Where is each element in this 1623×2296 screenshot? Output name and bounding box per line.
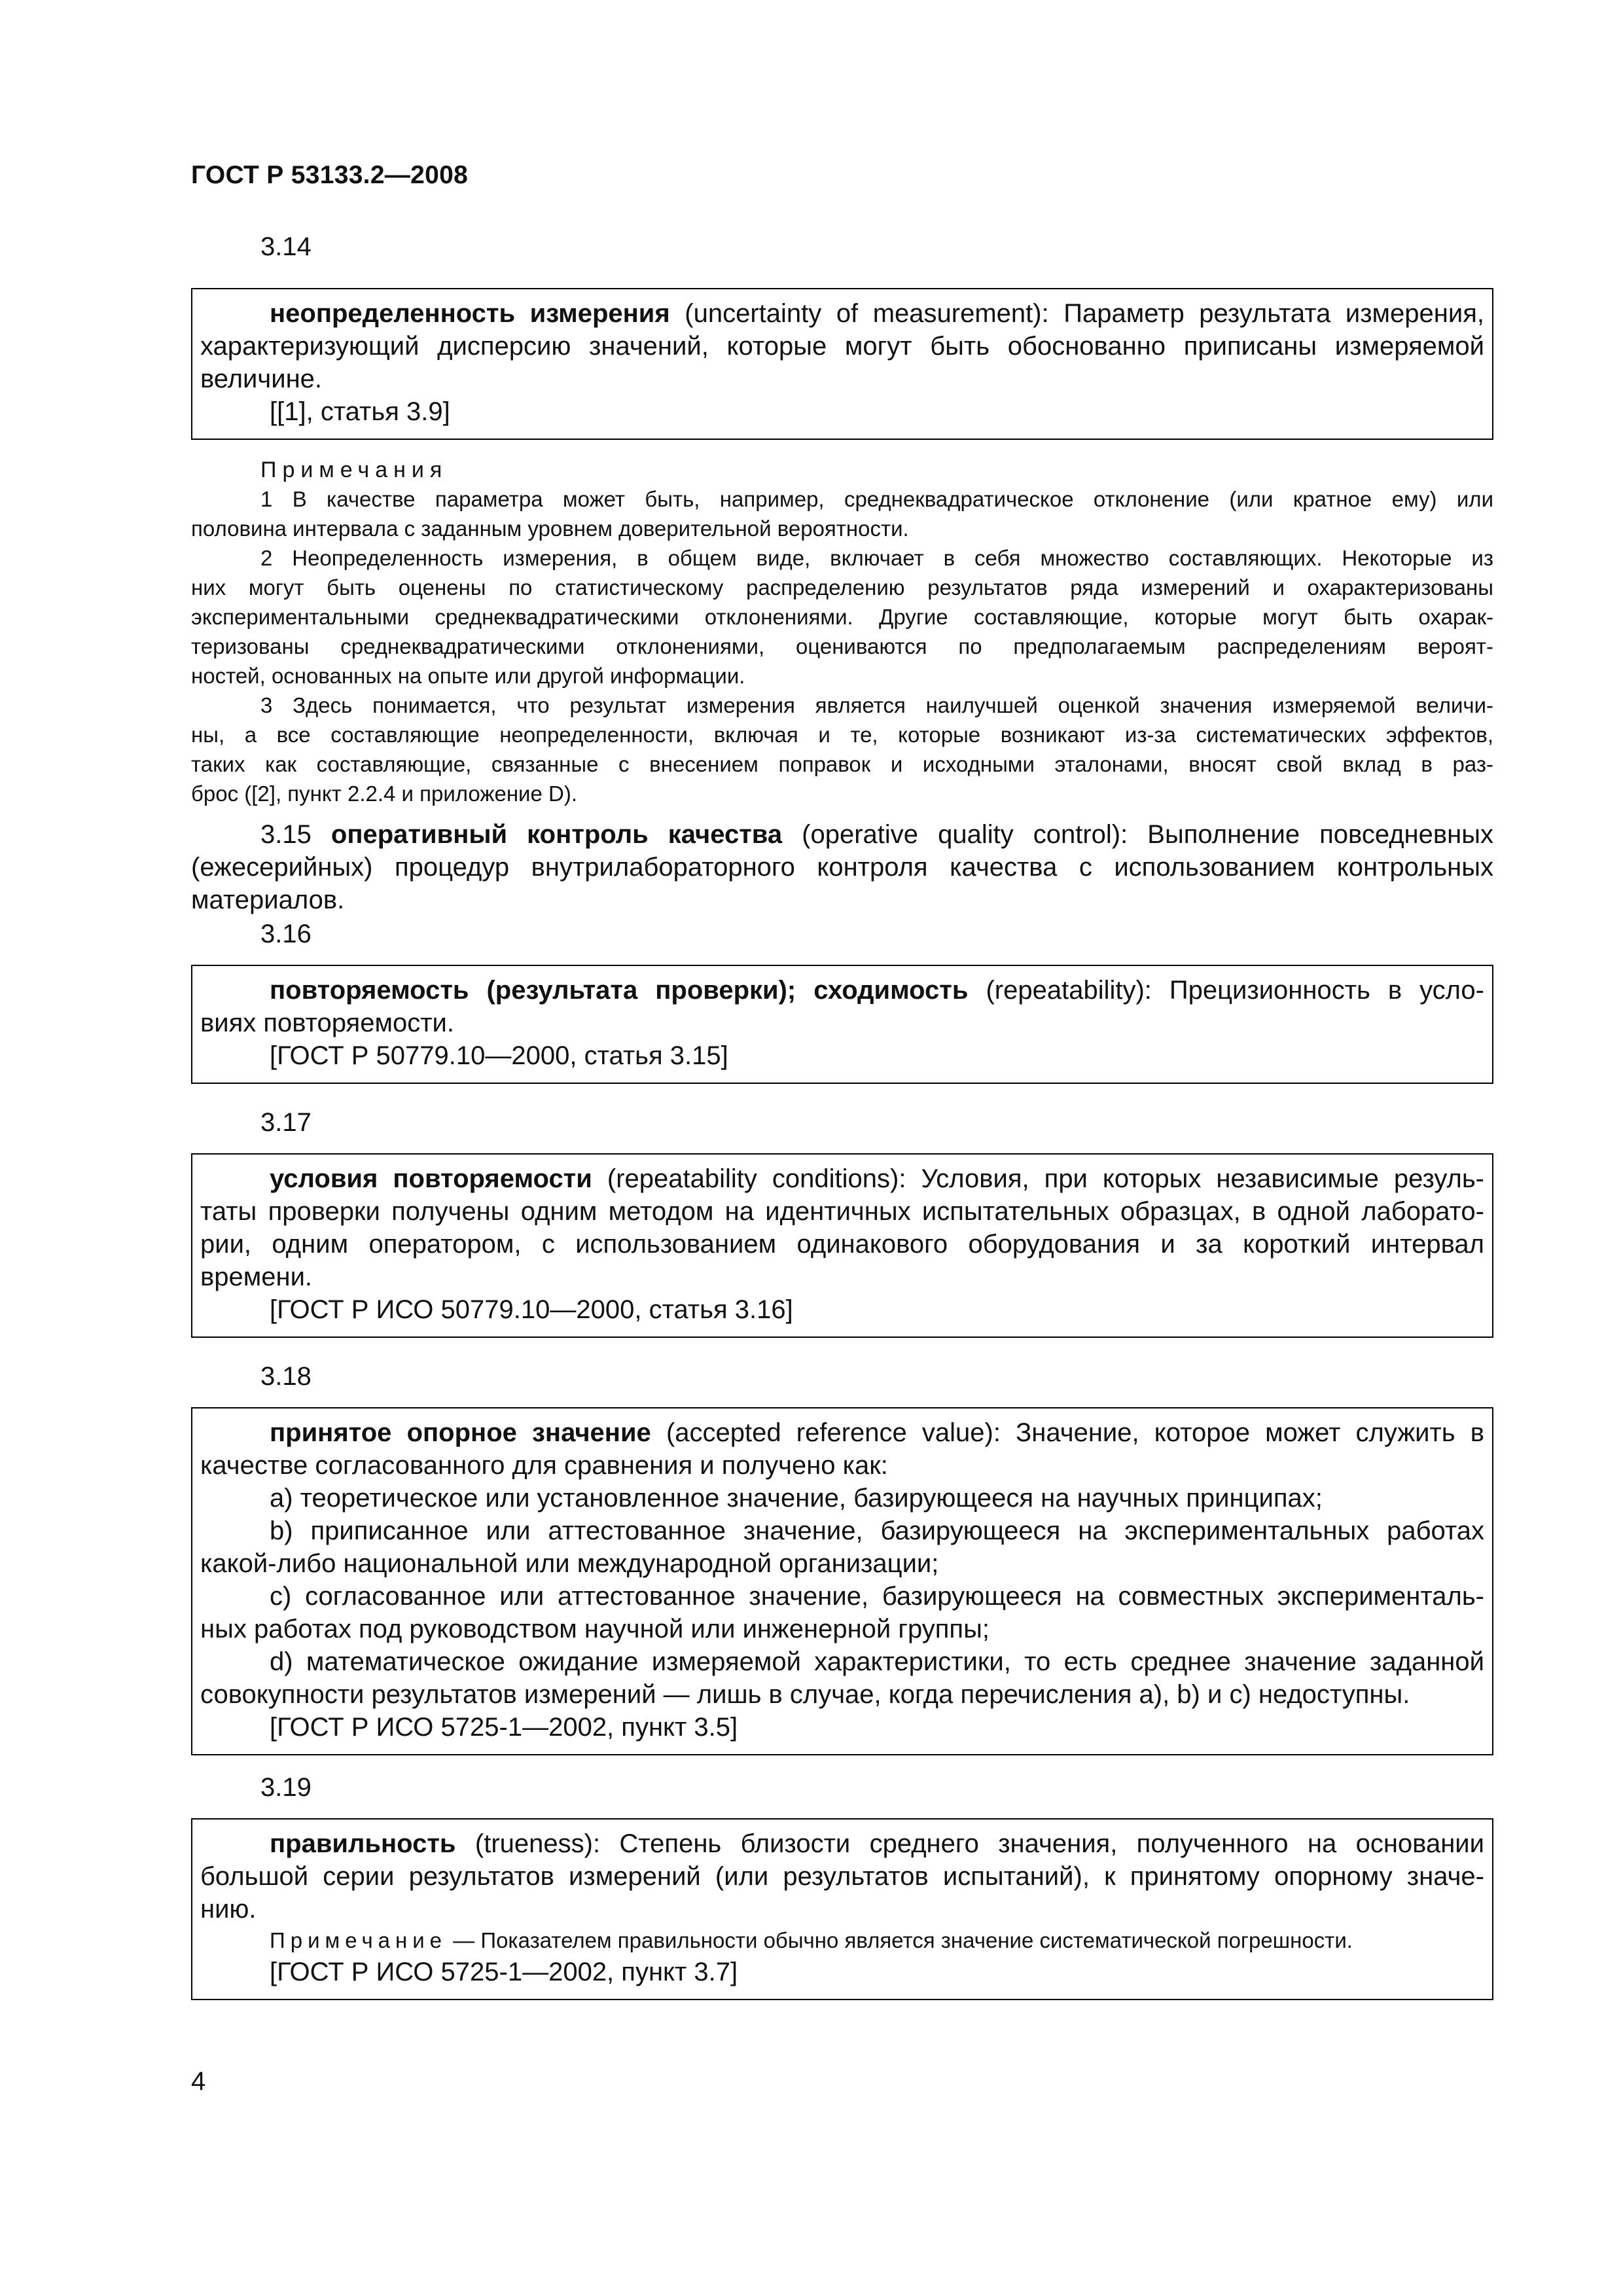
enumeration-item: c) согласованное или аттестованное значение, базирующееся на совместных эксперименталь- [270, 1582, 1484, 1611]
note-line: брос ([2], пункт 2.2.4 и приложение D). [191, 781, 578, 806]
definition-box [191, 1818, 1493, 2000]
section-number: 3.17 [260, 1108, 312, 1137]
definition-line: повторяемость (результата проверки); сходимость (repeatability): Прецизионность в усло- [270, 976, 1484, 1005]
notes-title: Примечания [260, 457, 448, 482]
section-number: 3.16 [260, 920, 312, 948]
note-line: половина интервала с заданным уровнем доверительной вероятности. [191, 516, 909, 541]
source-reference: [ГОСТ Р ИСО 5725-1—2002, пункт 3.7] [270, 1958, 738, 1986]
term-name: принятое опорное значение [270, 1418, 651, 1447]
note-line: ностей, основанных на опыте или другой информации. [191, 664, 745, 688]
section-number: 3.15 [260, 820, 312, 849]
definition-line: таты проверки получены одним методом на идентичных испытательных образцах, в одной лаборато- [200, 1197, 1484, 1226]
section-3-18 [191, 1360, 1493, 1755]
term-name: повторяемость (результата проверки); сходимость [270, 976, 969, 1005]
section-3-16 [191, 918, 1493, 1084]
document-header: ГОСТ Р 53133.2—2008 [191, 161, 469, 189]
source-reference: [ГОСТ Р ИСО 50779.10—2000, статья 3.16] [270, 1295, 793, 1324]
definition-line: правильность (trueness): Степень близости среднего значения, полученного на основании [270, 1829, 1484, 1858]
definition-box [191, 965, 1493, 1084]
section-number: 3.14 [260, 232, 312, 261]
definition-box [191, 288, 1493, 440]
definition-line: величине. [200, 365, 323, 393]
note-line: 1 В качестве параметра может быть, например, среднеквадратическое отклонение (или кратное ему) или [260, 487, 1493, 511]
definition-line: принятое опорное значение (accepted reference value): Значение, которое может служить в [270, 1418, 1484, 1447]
section-number: 3.19 [260, 1773, 312, 1802]
source-reference: [ГОСТ Р ИСО 5725-1—2002, пункт 3.5] [270, 1713, 738, 1742]
note-line: теризованы среднеквадратическими отклонениями, оцениваются по предполагаемым распределениям вероят- [191, 634, 1493, 658]
note-line: экспериментальными среднеквадратическими отклонениями. Другие составляющие, которые могут быть охарак- [191, 605, 1493, 629]
section-3-14 [191, 230, 1493, 440]
definition-line: качестве согласованного для сравнения и получено как: [200, 1451, 888, 1480]
notes-block [191, 456, 1493, 808]
inline-note: Примечание — Показателем правильности обычно является значение систематической погрешности. [270, 1928, 1353, 1952]
term-name: оперативный контроль качества [330, 820, 783, 849]
section-3-17 [191, 1106, 1493, 1338]
definition-box [191, 1407, 1493, 1755]
note-label: Примечание [270, 1928, 448, 1952]
section-number: 3.18 [260, 1362, 312, 1391]
term-name: условия повторяемости [270, 1164, 592, 1193]
section-3-15 [191, 818, 1493, 916]
definition-line: условия повторяемости (repeatability conditions): Условия, при которых независимые резуль- [270, 1164, 1484, 1193]
note-line: ны, а все составляющие неопределенности, включая и те, которые возникают из-за систематических эффектов, [191, 723, 1493, 747]
enumeration-item: b) приписанное или аттестованное значение, базирующееся на экспериментальных работах [270, 1516, 1484, 1545]
note-line: 3 Здесь понимается, что результат измерения является наилучшей оценкой значения измеряемой величи- [260, 693, 1493, 717]
definition-line: материалов. [191, 886, 345, 914]
enumeration-item-cont: совокупности результатов измерений — лишь в случае, когда перечисления a), b) и c) недоступны. [200, 1680, 1410, 1709]
enumeration-item: a) теоретическое или установленное значение, базирующееся на научных принципах; [270, 1484, 1323, 1513]
enumeration-item: d) математическое ожидание измеряемой характеристики, то есть среднее значение заданной [270, 1647, 1484, 1676]
enumeration-item-cont: какой-либо национальной или международной организации; [200, 1549, 939, 1578]
definition-line: неопределенность измерения (uncertainty of measurement): Параметр результата измерения, [270, 299, 1484, 328]
definition-line: рии, одним оператором, с использованием одинакового оборудования и за короткий интервал [200, 1230, 1484, 1259]
definition-line: 3.15 оперативный контроль качества (operative quality control): Выполнение повседневных [260, 820, 1493, 849]
note-line: таких как составляющие, связанные с внесением поправок и исходными эталонами, вносят свой вклад в раз- [191, 752, 1493, 776]
definition-box [191, 1153, 1493, 1338]
term-name: правильность [270, 1829, 456, 1858]
source-reference: [[1], статья 3.9] [270, 397, 450, 426]
definition-line: характеризующий дисперсию значений, которые могут быть обоснованно приписаны измеряемой [200, 332, 1484, 361]
term-name: неопределенность измерения [270, 299, 670, 328]
section-3-19 [191, 1771, 1493, 2000]
enumeration-item-cont: ных работах под руководством научной или инженерной группы; [200, 1615, 990, 1643]
note-line: них могут быть оценены по статистическому распределению результатов ряда измерений и охарактеризованы [191, 575, 1493, 600]
definition-line: большой серии результатов измерений (или результатов испытаний), к принятому опорному значе- [200, 1862, 1484, 1891]
definition-line: (ежесерийных) процедур внутрилабораторного контроля качества с использованием контрольных [191, 853, 1493, 882]
definition-line: времени. [200, 1263, 313, 1291]
definition-line: нию. [200, 1895, 257, 1924]
source-reference: [ГОСТ Р 50779.10—2000, статья 3.15] [270, 1041, 728, 1070]
page-number: 4 [191, 2067, 206, 2096]
note-line: 2 Неопределенность измерения, в общем виде, включает в себя множество составляющих. Некоторые из [260, 546, 1493, 570]
definition-line: виях повторяемости. [200, 1009, 454, 1037]
